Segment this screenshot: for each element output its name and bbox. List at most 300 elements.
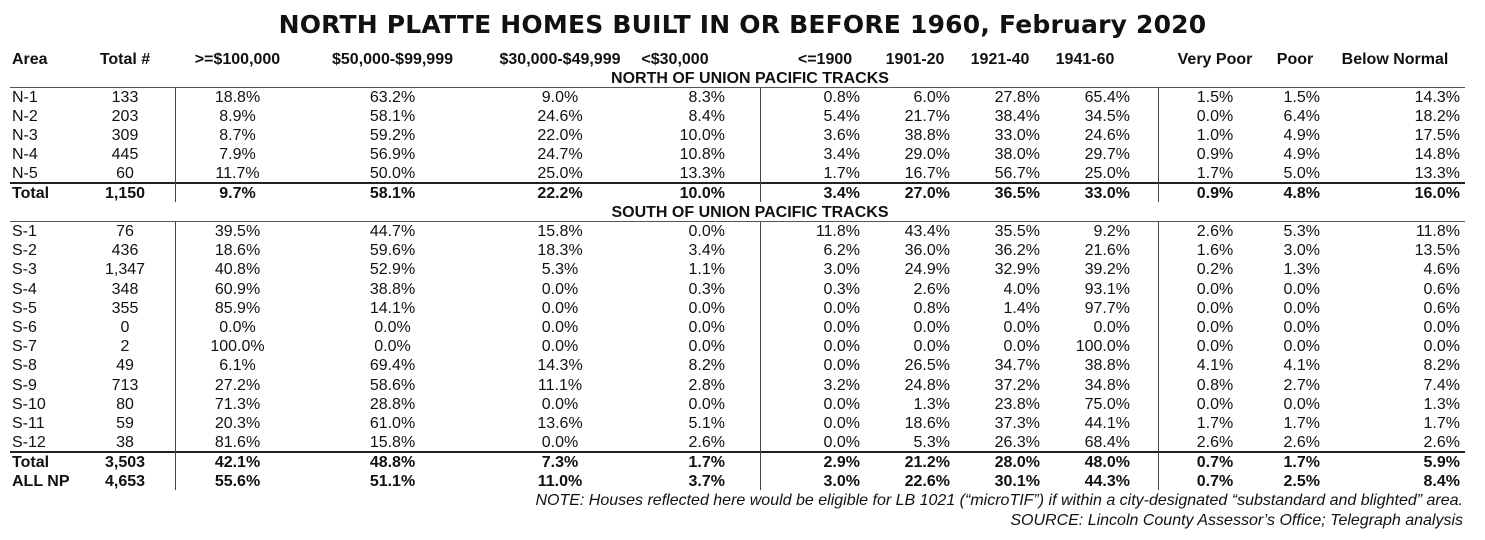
table-cell: 24.8% <box>904 376 950 394</box>
table-cell: 5.4% <box>823 108 860 126</box>
table-row <box>0 222 1485 241</box>
table-cell: 18.6% <box>214 242 261 260</box>
table-cell: 0.8% <box>823 89 860 106</box>
table-cell: 52.9% <box>369 261 416 279</box>
header-row <box>0 50 1485 69</box>
table-cell: 51.1% <box>369 473 416 490</box>
table-cell: 0.0% <box>541 395 579 413</box>
table-cell: 48.8% <box>369 454 416 471</box>
table-cell: 22.6% <box>904 473 950 490</box>
table-cell: 1.4% <box>1003 299 1040 317</box>
table-cell: S-4 <box>12 280 37 298</box>
table-cell: 2.6% <box>913 280 950 298</box>
table-cell: 56.9% <box>369 146 416 164</box>
table-cell: N-4 <box>12 146 38 164</box>
table-cell: 21.6% <box>1084 242 1130 260</box>
table-cell: S-6 <box>12 319 37 336</box>
table-cell: 43.4% <box>904 223 950 240</box>
rule <box>10 182 1465 184</box>
table-cell: 7.4% <box>1423 376 1460 394</box>
table-cell: 36.5% <box>994 185 1040 202</box>
table-cell: 59 <box>116 415 134 432</box>
table-cell: 0.0% <box>688 223 725 240</box>
table-cell: 445 <box>111 146 139 164</box>
table-cell: 0.0% <box>823 434 860 452</box>
table-cell: 29.7% <box>1084 146 1130 164</box>
table-cell: 13.3% <box>1414 165 1460 183</box>
table-cell: 1.7% <box>1423 415 1460 432</box>
table-cell: 1.7% <box>1196 165 1234 183</box>
table-cell: 11.1% <box>537 376 583 394</box>
table-cell: 37.3% <box>994 415 1040 432</box>
table-cell: 0.0% <box>1196 338 1234 356</box>
table-cell: 34.7% <box>994 357 1040 375</box>
table-cell: S-3 <box>12 261 37 279</box>
table-cell: 38.8% <box>904 127 950 145</box>
table-cell: 5.9% <box>1423 454 1460 471</box>
column-header: <=1900 <box>797 51 853 68</box>
table-cell: 35.5% <box>994 223 1040 240</box>
table-cell: 8.7% <box>219 127 256 145</box>
table-row <box>0 88 1485 107</box>
table-cell: 0.0% <box>1196 395 1234 413</box>
table-row <box>0 414 1485 433</box>
table-cell: 33.0% <box>1084 185 1130 202</box>
table-cell: 1.7% <box>688 454 725 471</box>
table-cell: 22.2% <box>537 185 583 202</box>
table-cell: 4.9% <box>1283 146 1320 164</box>
table-cell: 16.0% <box>1414 185 1460 202</box>
table-cell: 0 <box>120 319 130 336</box>
table-cell: 10.0% <box>679 127 725 145</box>
table-cell: 39.2% <box>1084 261 1130 279</box>
table-cell: S-10 <box>12 395 46 413</box>
table-cell: 14.8% <box>1414 146 1460 164</box>
table-cell: 0.0% <box>1283 299 1320 317</box>
table-cell: 0.3% <box>823 280 860 298</box>
table-cell: 1.3% <box>913 395 950 413</box>
table-cell: 5.1% <box>688 415 725 432</box>
table-cell: 0.0% <box>541 434 579 452</box>
table-cell: 0.0% <box>688 395 725 413</box>
table-cell: 0.0% <box>1283 319 1320 336</box>
table-cell: 26.5% <box>904 357 950 375</box>
table-cell: 76 <box>116 223 134 240</box>
table-cell: 0.6% <box>1423 299 1460 317</box>
table-cell: 3.4% <box>823 146 860 164</box>
table-cell: 0.2% <box>1196 261 1234 279</box>
table-cell: 0.0% <box>1283 280 1320 298</box>
table-cell: 1.7% <box>1283 415 1320 432</box>
table-cell: 61.0% <box>369 415 416 432</box>
column-divider <box>760 222 761 490</box>
table-cell: 38.4% <box>994 108 1040 126</box>
table-cell: ALL NP <box>12 473 70 490</box>
table-cell: 0.8% <box>1196 376 1234 394</box>
table-cell: 29.0% <box>904 146 950 164</box>
table-cell: N-1 <box>12 89 38 106</box>
table-cell: 1.7% <box>1283 454 1320 471</box>
table-cell: 44.3% <box>1084 473 1130 490</box>
table-cell: 0.0% <box>1283 395 1320 413</box>
table-cell: 44.7% <box>369 223 416 240</box>
table-cell: 1.3% <box>1283 261 1320 279</box>
table-cell: 37.2% <box>994 376 1040 394</box>
table-cell: 58.6% <box>369 376 416 394</box>
table-cell: 85.9% <box>214 299 261 317</box>
table-cell: 14.1% <box>369 299 416 317</box>
table-row <box>0 337 1485 356</box>
table-cell: S-5 <box>12 299 37 317</box>
table-row <box>0 376 1485 395</box>
table-cell: 0.7% <box>1196 454 1234 471</box>
table-cell: 8.4% <box>688 108 725 126</box>
table-cell: 3,503 <box>104 454 146 471</box>
table-cell: 27.0% <box>904 185 950 202</box>
column-header: >=$100,000 <box>194 51 281 68</box>
table-cell: 2.8% <box>688 376 725 394</box>
table-cell: 1.3% <box>1423 395 1460 413</box>
table-cell: 3.4% <box>823 185 860 202</box>
table-cell: 75.0% <box>1084 395 1130 413</box>
table-cell: 1.0% <box>1196 127 1234 145</box>
table-cell: 5.3% <box>1283 223 1320 240</box>
table-cell: 14.3% <box>1414 89 1460 106</box>
table-cell: 2.6% <box>1423 434 1460 452</box>
column-header: 1941-60 <box>1055 51 1115 68</box>
table-cell: 6.4% <box>1283 108 1320 126</box>
table-cell: 9.7% <box>219 185 256 202</box>
table-cell: 0.0% <box>1196 280 1234 298</box>
table-cell: Total <box>12 185 50 202</box>
table-cell: 0.0% <box>913 338 950 356</box>
table-note: NOTE: Houses reflected here would be eligible for LB 1021 (“microTIF”) if within a city-designated “substandard and blighted” area. <box>535 492 1463 509</box>
table-source: SOURCE: Lincoln County Assessor’s Office; Telegraph analysis <box>1010 512 1463 529</box>
table-cell: 2.5% <box>1283 473 1320 490</box>
column-header: Poor <box>1276 51 1314 68</box>
table-row <box>0 299 1485 318</box>
table-cell: 309 <box>111 127 139 145</box>
table-cell: 27.8% <box>994 89 1040 106</box>
table-cell: S-2 <box>12 242 37 260</box>
table-cell: 1.7% <box>1196 415 1234 432</box>
table-cell: 0.0% <box>374 338 411 356</box>
column-header: Total # <box>99 51 151 68</box>
table-cell: 69.4% <box>369 357 416 375</box>
table-cell: 3.0% <box>1283 242 1320 260</box>
table-row <box>0 395 1485 414</box>
table-cell: 3.0% <box>823 473 860 490</box>
table-cell: 22.0% <box>537 127 583 145</box>
table-cell: 8.3% <box>688 89 725 106</box>
table-row <box>0 164 1485 183</box>
column-header: 1901-20 <box>885 51 945 68</box>
table-cell: 18.2% <box>1414 108 1460 126</box>
table-cell: 0.0% <box>541 319 579 336</box>
table-cell: 0.0% <box>219 319 256 336</box>
table-cell: 38.8% <box>1084 357 1130 375</box>
table-row <box>0 356 1485 375</box>
table-cell: 9.0% <box>541 89 579 106</box>
column-header: 1921-40 <box>970 51 1030 68</box>
table-cell: 0.0% <box>688 319 725 336</box>
table-cell: 26.3% <box>994 434 1040 452</box>
table-cell: 0.0% <box>688 338 725 356</box>
table-cell: 28.8% <box>369 395 416 413</box>
table-cell: 56.7% <box>994 165 1040 183</box>
table-cell: 15.8% <box>537 223 583 240</box>
table-cell: 13.6% <box>537 415 583 432</box>
table-cell: 2.6% <box>688 434 725 452</box>
table-cell: 7.3% <box>541 454 579 471</box>
table-cell: 15.8% <box>369 434 416 452</box>
column-header: <$30,000 <box>641 51 709 68</box>
table-cell: 0.0% <box>823 299 860 317</box>
table-cell: 0.0% <box>1003 319 1040 336</box>
table-cell: 18.3% <box>537 242 583 260</box>
table-cell: 0.9% <box>1196 185 1234 202</box>
table-cell: 32.9% <box>994 261 1040 279</box>
table-cell: 0.0% <box>374 319 411 336</box>
table-cell: 4.0% <box>1003 280 1040 298</box>
table-cell: 30.1% <box>994 473 1040 490</box>
table-cell: 14.3% <box>537 357 583 375</box>
table-cell: 4,653 <box>104 473 146 490</box>
table-cell: 1.5% <box>1283 89 1320 106</box>
table-cell: 21.2% <box>904 454 950 471</box>
table-cell: S-7 <box>12 338 37 356</box>
table-cell: 80 <box>116 395 134 413</box>
table-cell: 24.6% <box>537 108 583 126</box>
table-cell: 36.2% <box>994 242 1040 260</box>
table-cell: 71.3% <box>214 395 261 413</box>
rule <box>10 221 1465 222</box>
table-cell: 2 <box>120 338 130 356</box>
table-cell: 1,150 <box>104 185 146 202</box>
table-cell: 16.7% <box>904 165 950 183</box>
table-cell: 0.0% <box>823 338 860 356</box>
table-cell: 7.9% <box>219 146 256 164</box>
table-cell: 1.5% <box>1196 89 1234 106</box>
table-cell: 34.8% <box>1084 376 1130 394</box>
table-cell: 21.7% <box>904 108 950 126</box>
table-cell: 0.0% <box>1423 338 1460 356</box>
column-divider <box>1158 222 1159 490</box>
table-row <box>0 145 1485 164</box>
table-cell: 0.9% <box>1196 146 1234 164</box>
table-cell: 0.0% <box>1196 319 1234 336</box>
table-row <box>0 280 1485 299</box>
table-cell: 3.6% <box>823 127 860 145</box>
table-cell: 10.8% <box>679 146 725 164</box>
table-cell: S-8 <box>12 357 37 375</box>
column-divider <box>175 222 176 490</box>
table-cell: S-9 <box>12 376 37 394</box>
table-cell: 5.3% <box>541 261 579 279</box>
table-cell: 355 <box>111 299 139 317</box>
table-cell: 25.0% <box>1084 165 1130 183</box>
table-cell: 8.4% <box>1423 473 1460 490</box>
table-cell: 0.0% <box>541 299 579 317</box>
table-cell: 11.7% <box>215 165 260 183</box>
table-cell: 17.5% <box>1414 127 1460 145</box>
table-cell: 6.0% <box>913 89 950 106</box>
table-cell: 33.0% <box>994 127 1040 145</box>
table-cell: 49 <box>116 357 134 375</box>
table-cell: 38.0% <box>994 146 1040 164</box>
table-cell: 8.9% <box>219 108 256 126</box>
table-row <box>0 126 1485 145</box>
table-cell: 36.0% <box>904 242 950 260</box>
table-cell: 42.1% <box>214 454 261 471</box>
table-cell: 2.6% <box>1196 434 1234 452</box>
table-cell: N-3 <box>12 127 38 145</box>
table-cell: 93.1% <box>1084 280 1130 298</box>
south-section-label: SOUTH OF UNION PACIFIC TRACKS <box>611 204 889 221</box>
table-cell: 59.2% <box>369 127 416 145</box>
table-cell: 60.9% <box>214 280 261 298</box>
table-cell: N-2 <box>12 108 38 126</box>
table-cell: 48.0% <box>1084 454 1130 471</box>
table-cell: 24.7% <box>537 146 583 164</box>
total-row <box>0 184 1485 203</box>
table-cell: 63.2% <box>369 89 416 106</box>
table-cell: 713 <box>111 376 139 394</box>
column-header: $50,000-$99,999 <box>332 51 453 68</box>
table-cell: 3.0% <box>823 261 860 279</box>
column-header: Very Poor <box>1177 51 1253 68</box>
table-cell: 0.0% <box>1093 319 1130 336</box>
page-title: NORTH PLATTE HOMES BUILT IN OR BEFORE 1960, February 2020 <box>278 10 1207 39</box>
table-cell: 203 <box>111 108 139 126</box>
table-cell: S-11 <box>12 415 45 432</box>
table-cell: 1.6% <box>1196 242 1234 260</box>
table-cell: 8.2% <box>688 357 725 375</box>
table-cell: 2.9% <box>823 454 860 471</box>
table-cell: 13.3% <box>679 165 725 183</box>
table-cell: 3.2% <box>823 376 860 394</box>
table-cell: 39.5% <box>214 223 261 240</box>
table-cell: 23.8% <box>994 395 1040 413</box>
table-row <box>0 107 1485 126</box>
table-cell: 28.0% <box>994 454 1040 471</box>
table-cell: 0.0% <box>541 280 579 298</box>
table-cell: 11.8% <box>815 223 860 240</box>
table-cell: 11.8% <box>1415 223 1460 240</box>
table-row <box>0 318 1485 337</box>
table-cell: 5.3% <box>913 434 950 452</box>
table-cell: 4.9% <box>1283 127 1320 145</box>
table-cell: 44.1% <box>1084 415 1130 432</box>
table-cell: 59.6% <box>369 242 416 260</box>
column-header: Below Normal <box>1341 51 1449 68</box>
table-cell: 24.9% <box>904 261 950 279</box>
north-section-label: NORTH OF UNION PACIFIC TRACKS <box>611 70 889 87</box>
table-cell: 81.6% <box>214 434 261 452</box>
table-cell: 1.1% <box>688 261 725 279</box>
table-row <box>0 260 1485 279</box>
table-cell: 58.1% <box>369 185 416 202</box>
table-cell: 0.0% <box>823 357 860 375</box>
table-cell: 0.8% <box>913 299 950 317</box>
table-cell: 40.8% <box>214 261 261 279</box>
table-cell: 436 <box>111 242 139 260</box>
table-cell: N-5 <box>12 165 38 183</box>
column-header: $30,000-$49,999 <box>499 51 621 68</box>
table-cell: 1.7% <box>823 165 860 183</box>
table-cell: 0.0% <box>541 338 579 356</box>
table-cell: 25.0% <box>537 165 583 183</box>
table-cell: 4.1% <box>1283 357 1320 375</box>
all-np-row <box>0 472 1485 491</box>
column-header: Area <box>12 51 48 68</box>
table-cell: 68.4% <box>1084 434 1130 452</box>
table-cell: 60 <box>116 165 134 183</box>
table-cell: 24.6% <box>1084 127 1130 145</box>
table-cell: 2.7% <box>1283 376 1320 394</box>
table-cell: 0.0% <box>913 319 950 336</box>
table-cell: 0.0% <box>688 299 725 317</box>
table-cell: 34.5% <box>1084 108 1130 126</box>
table-cell: 4.8% <box>1283 185 1320 202</box>
table-cell: 2.6% <box>1196 223 1234 240</box>
table-cell: 65.4% <box>1084 89 1130 106</box>
table-cell: 2.6% <box>1283 434 1320 452</box>
table-cell: 133 <box>111 89 139 106</box>
table-cell: 0.0% <box>823 395 860 413</box>
table-cell: 18.6% <box>904 415 950 432</box>
table-cell: 0.0% <box>823 319 860 336</box>
table-cell: 27.2% <box>214 376 261 394</box>
table-cell: 4.1% <box>1196 357 1234 375</box>
table-cell: 0.3% <box>688 280 725 298</box>
table-cell: 0.0% <box>1423 319 1460 336</box>
table-cell: 20.3% <box>214 415 261 432</box>
table-cell: 0.0% <box>823 415 860 432</box>
table-cell: 5.0% <box>1283 165 1320 183</box>
table-cell: 3.4% <box>688 242 725 260</box>
table-cell: 4.6% <box>1423 261 1460 279</box>
table-cell: 0.0% <box>1003 338 1040 356</box>
table-cell: 10.0% <box>679 185 725 202</box>
rule <box>10 87 1465 88</box>
table-cell: 0.0% <box>1283 338 1320 356</box>
table-cell: Total <box>12 454 50 471</box>
column-divider <box>175 88 176 202</box>
table-cell: 6.1% <box>219 357 256 375</box>
table-cell: S-12 <box>12 434 46 452</box>
table-cell: 8.2% <box>1423 357 1460 375</box>
table-cell: 38 <box>116 434 134 452</box>
table-cell: 1,347 <box>104 261 146 279</box>
table-cell: 38.8% <box>369 280 416 298</box>
table-cell: 3.7% <box>688 473 725 490</box>
table-cell: 100.0% <box>210 338 265 356</box>
total-row <box>0 453 1485 472</box>
column-divider <box>1158 88 1159 202</box>
table-cell: 0.0% <box>1196 299 1234 317</box>
table-cell: 348 <box>111 280 139 298</box>
column-divider <box>760 88 761 202</box>
table-cell: 50.0% <box>369 165 416 183</box>
table-cell: 6.2% <box>823 242 860 260</box>
table-cell: 0.7% <box>1196 473 1234 490</box>
table-cell: 100.0% <box>1075 338 1130 356</box>
table-cell: 9.2% <box>1093 223 1130 240</box>
table-cell: 11.0% <box>537 473 583 490</box>
table-cell: 58.1% <box>369 108 416 126</box>
table-cell: 55.6% <box>214 473 261 490</box>
